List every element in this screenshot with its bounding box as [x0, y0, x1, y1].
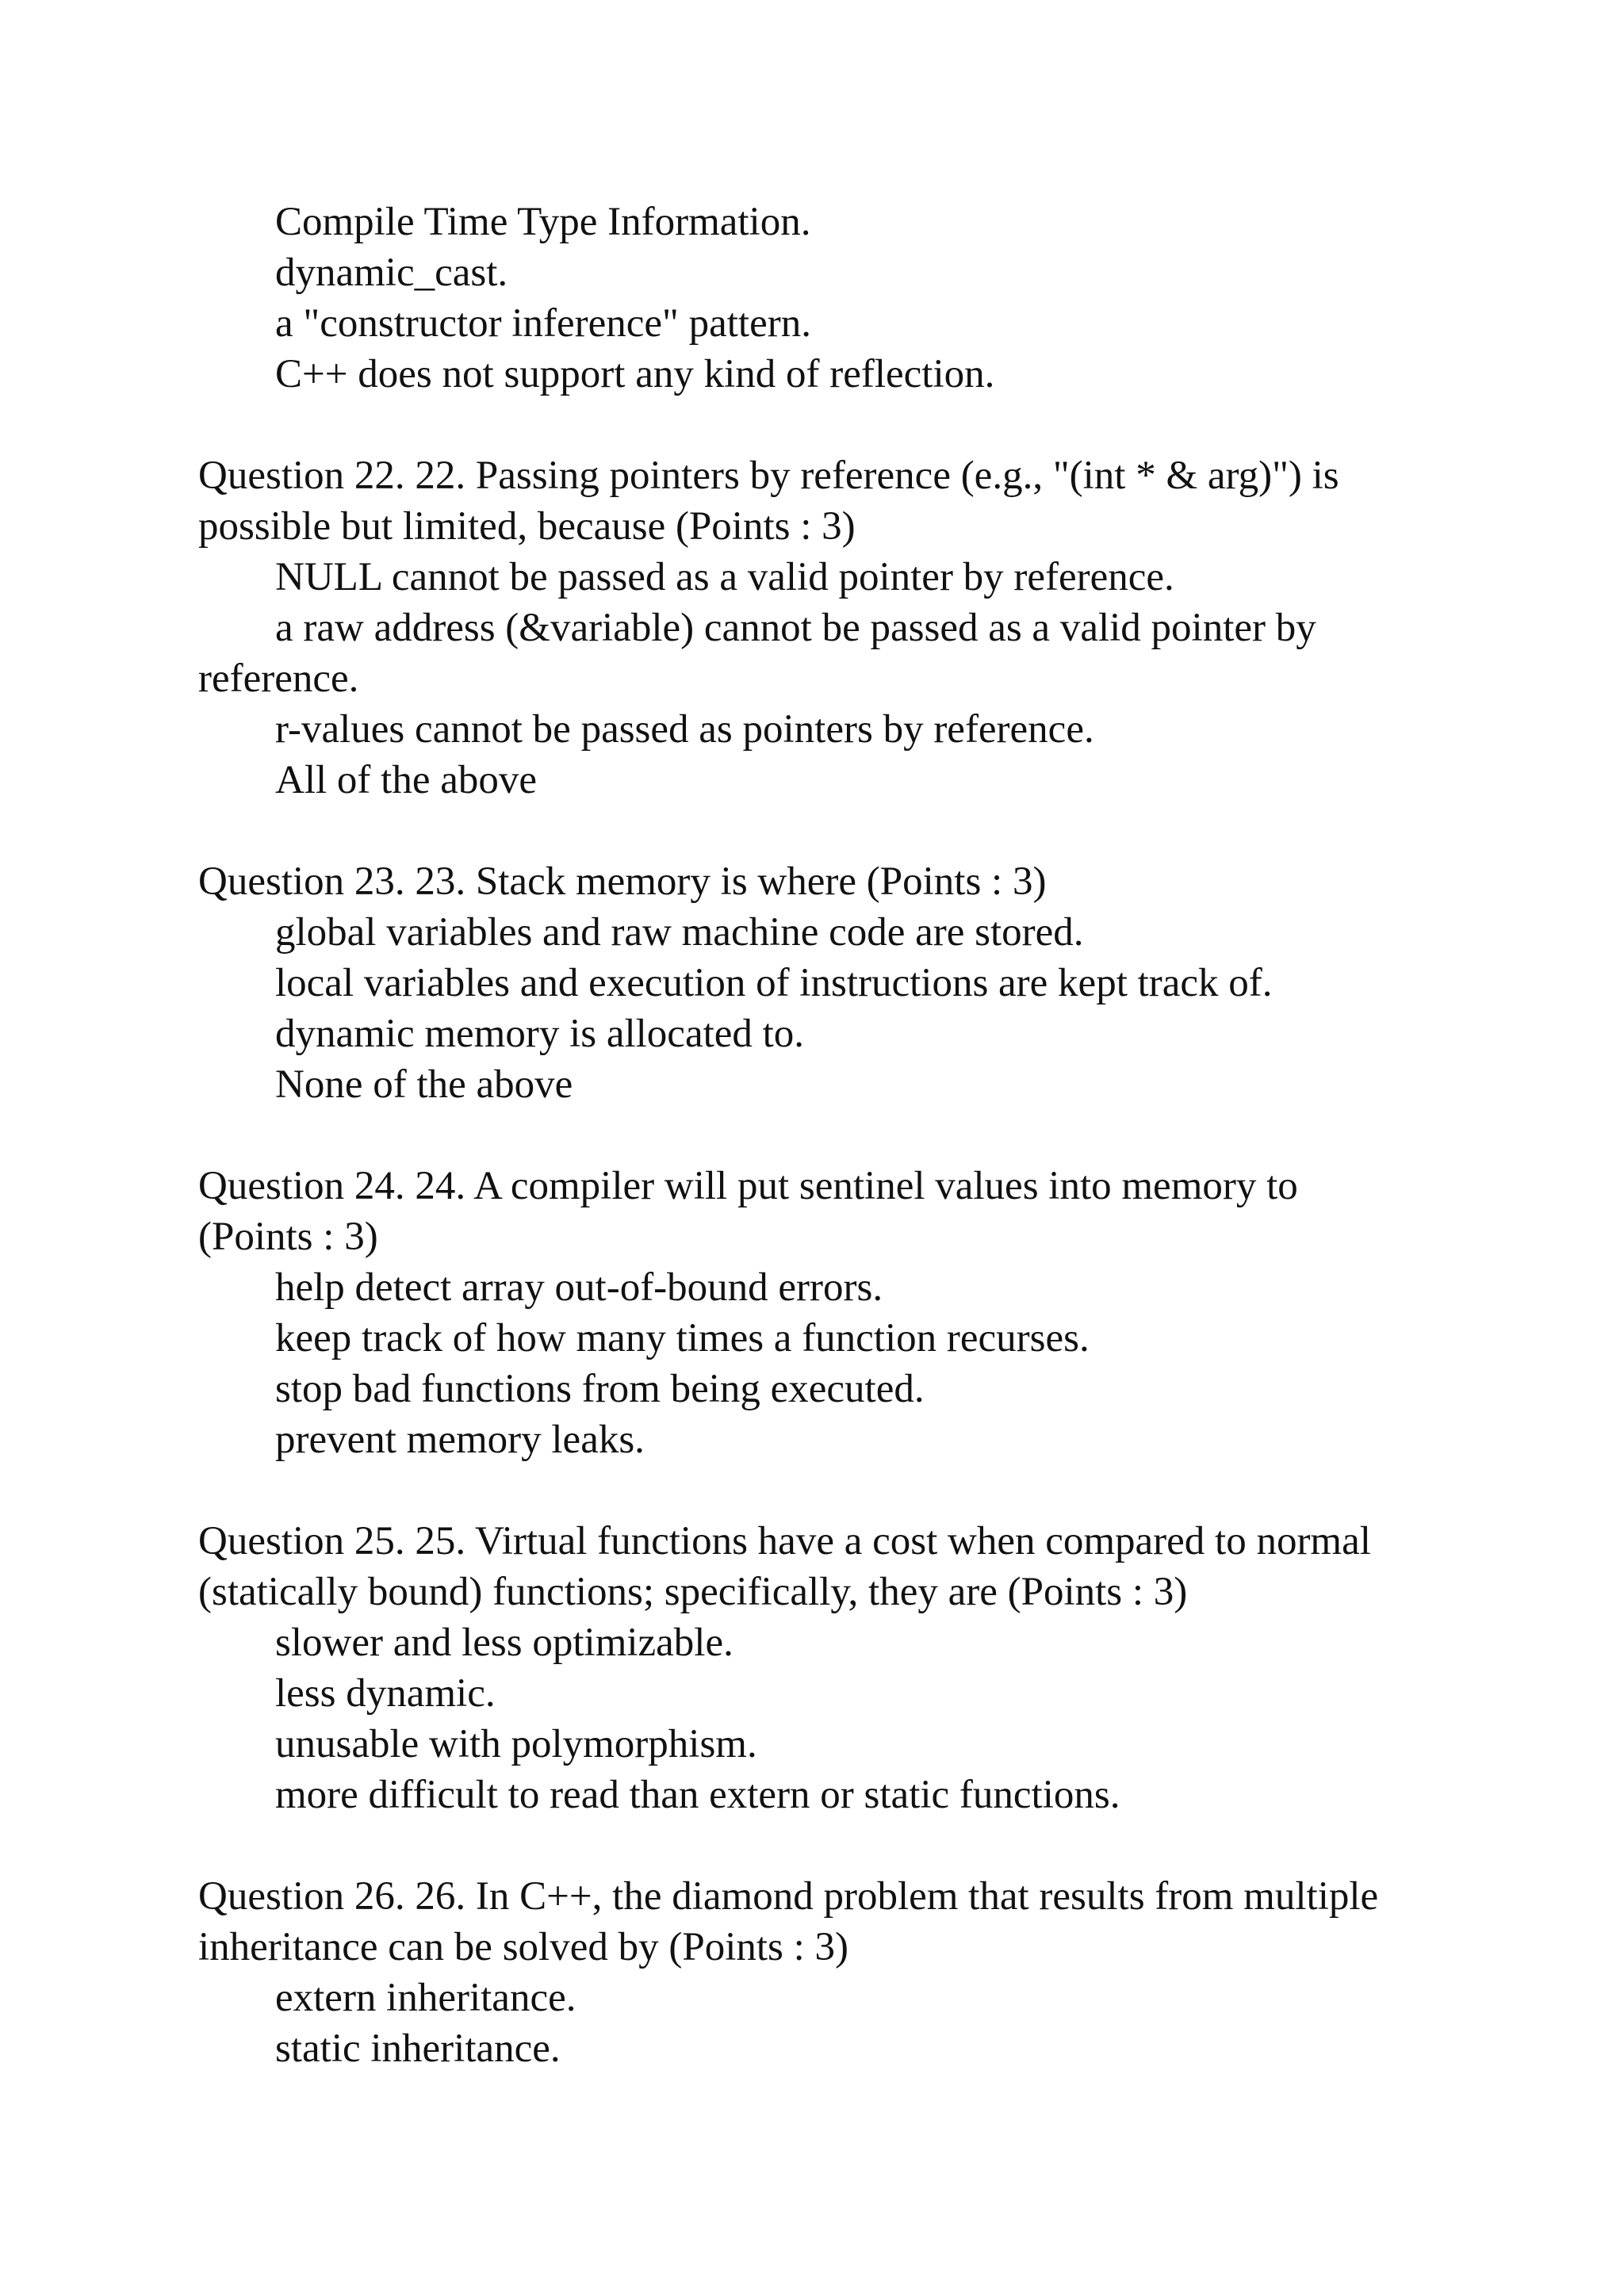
question-text: Question 24. 24. A compiler will put sentinel values into memory to (Points : 3) [198, 1164, 1298, 1259]
question-22 [198, 450, 1419, 806]
quiz-content [198, 197, 1419, 2074]
answer-option: unusable with polymorphism. [275, 1722, 757, 1766]
answer-option: prevent memory leaks. [275, 1418, 645, 1462]
answer-option: r-values cannot be passed as pointers by reference. [275, 707, 1094, 752]
question-21-options [198, 197, 1419, 400]
answer-option: None of the above [275, 1062, 573, 1107]
answer-option: a raw address (&variable) cannot be passed as a valid pointer by reference. [198, 606, 1316, 701]
question-text: Question 22. 22. Passing pointers by reference (e.g., "(int * & arg)") is possible but limited, because (Points : 3) [198, 453, 1339, 549]
answer-option: more difficult to read than extern or static functions. [275, 1773, 1120, 1817]
question-26 [198, 1871, 1419, 2074]
answer-option: static inheritance. [275, 2026, 561, 2071]
answer-option: dynamic_cast. [275, 251, 508, 295]
answer-option: Compile Time Type Information. [275, 200, 811, 244]
question-24 [198, 1161, 1419, 1465]
answer-option: less dynamic. [275, 1671, 496, 1716]
question-text: Question 25. 25. Virtual functions have a cost when compared to normal (statically bound) functions; specifically, they are (Points : 3) [198, 1519, 1371, 1614]
question-25 [198, 1516, 1419, 1820]
answer-option: All of the above [275, 758, 537, 802]
question-text: Question 23. 23. Stack memory is where (Points : 3) [198, 859, 1047, 904]
answer-option: local variables and execution of instructions are kept track of. [275, 961, 1273, 1005]
answer-option: extern inheritance. [275, 1976, 576, 2020]
answer-option: a "constructor inference" pattern. [275, 301, 811, 346]
answer-option: slower and less optimizable. [275, 1621, 733, 1665]
answer-option: stop bad functions from being executed. [275, 1367, 925, 1411]
answer-option: global variables and raw machine code are stored. [275, 910, 1084, 955]
answer-option: keep track of how many times a function recurses. [275, 1316, 1090, 1360]
answer-option: help detect array out-of-bound errors. [275, 1265, 883, 1310]
answer-option: dynamic memory is allocated to. [275, 1012, 805, 1056]
question-23 [198, 856, 1419, 1110]
answer-option: NULL cannot be passed as a valid pointer by reference. [275, 555, 1174, 599]
answer-option: C++ does not support any kind of reflection. [275, 352, 995, 396]
question-text: Question 26. 26. In C++, the diamond problem that results from multiple inheritance can be solved by (Points : 3) [198, 1874, 1379, 1969]
